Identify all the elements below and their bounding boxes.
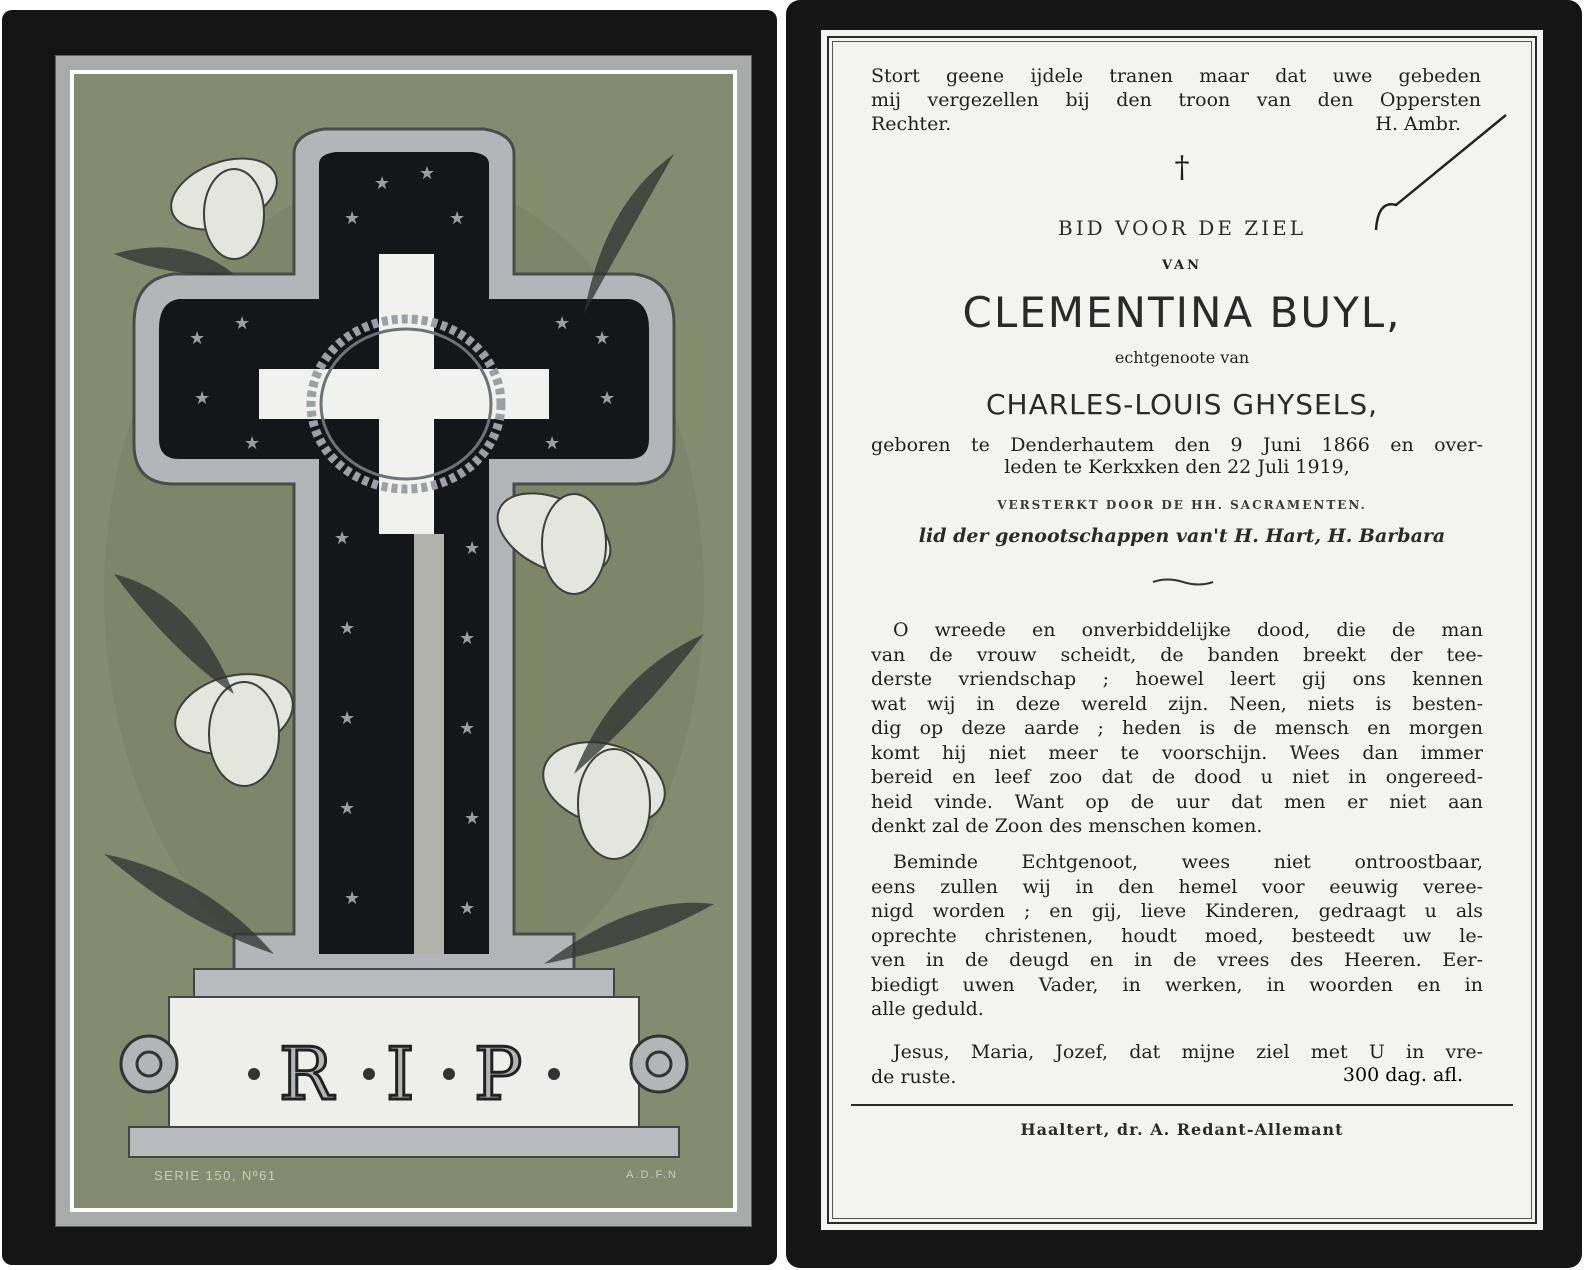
van-label: VAN — [1161, 258, 1203, 273]
svg-text:★: ★ — [344, 888, 361, 909]
svg-text:★: ★ — [464, 808, 481, 829]
text-panel — [821, 30, 1543, 1230]
paragraph-line: O wreede en onverbiddelijke dood, die de man — [893, 619, 1483, 641]
quote-line: Stort geene ijdele tranen maar dat uwe gebeden — [871, 65, 1481, 87]
svg-text:★: ★ — [339, 618, 356, 639]
prayer-heading: BID VOOR DE ZIEL — [1058, 216, 1306, 240]
svg-text:★: ★ — [459, 898, 476, 919]
svg-text:★: ★ — [374, 173, 391, 194]
svg-text:★: ★ — [599, 388, 616, 409]
birth-death-info — [871, 434, 1483, 478]
dagger-cross: † — [1174, 150, 1190, 185]
paragraph-line: heid vinde. Want op de uur dat men er niet aan — [871, 790, 1483, 813]
paragraph-line: van de vrouw scheidt, de banden breekt der tee- — [871, 643, 1483, 666]
quote-last-line — [871, 112, 1481, 136]
white-cross-horizontal — [259, 369, 549, 419]
paragraph-death — [871, 618, 1483, 839]
paragraph-line: nigd worden ; en gij, lieve Kinderen, gedraagt u als — [871, 900, 1483, 922]
rip-letter-r: R — [279, 1032, 334, 1116]
deceased-name: CLEMENTINA BUYL, — [962, 288, 1402, 337]
spouse-name: CHARLES-LOUIS GHYSELS, — [985, 388, 1379, 421]
rip-letter-p: P — [474, 1032, 523, 1116]
paragraph-line: alle geduld. — [871, 998, 984, 1020]
membership-line: lid der genootschappen van't H. Hart, H. Barbara — [918, 525, 1446, 547]
paragraph-line: bereid en leef zoo dat de dood u niet in ongereed- — [871, 766, 1483, 788]
memorial-card-back — [786, 0, 1582, 1268]
svg-text:★: ★ — [194, 388, 211, 409]
paragraph-line: biedigt uwen Vader, in werken, in woorden en in — [871, 973, 1483, 996]
svg-text:★: ★ — [244, 433, 261, 454]
paragraph-line: Beminde Echtgenoot, wees niet ontroostbaar, — [893, 851, 1483, 873]
svg-text:★: ★ — [189, 328, 206, 349]
svg-text:★: ★ — [339, 798, 356, 819]
pedestal-base — [129, 1127, 679, 1157]
bottom-rule — [851, 1104, 1513, 1106]
pedestal-top-step — [194, 969, 614, 997]
cross-illustration — [74, 74, 733, 1208]
svg-text:★: ★ — [459, 718, 476, 739]
picture-panel — [74, 74, 733, 1208]
rip-letter-i: I — [386, 1032, 415, 1116]
paragraph-line: komt hij niet meer te voorschijn. Wees dan immer — [871, 741, 1483, 764]
paragraph-line: eens zullen wij in den hemel voor eeuwig veree- — [871, 875, 1483, 898]
born-line: geboren te Denderhautem den 9 Juni 1866 en over- — [871, 434, 1483, 456]
prayer-last-line: de ruste. — [871, 1065, 957, 1088]
scroll-ornament-right — [631, 1036, 687, 1092]
divider-ornament — [1151, 577, 1215, 587]
printer-credit: Haaltert, dr. A. Redant-Allemant — [1020, 1120, 1344, 1139]
quote-line: mij vergezellen bij den troon van den Oppersten — [871, 89, 1481, 111]
paragraph-line: oprechte christenen, houdt moed, besteedt uw le- — [871, 924, 1483, 947]
indulgence-note: 300 dag. afl. — [1342, 1064, 1463, 1086]
picture-inner-border — [70, 70, 737, 1212]
svg-text:★: ★ — [459, 628, 476, 649]
svg-text:★: ★ — [554, 313, 571, 334]
light-shaft — [414, 534, 444, 954]
paragraph-line: dig op deze aarde ; heden is de mensch en morgen — [871, 717, 1483, 739]
svg-text:★: ★ — [344, 208, 361, 229]
memorial-card-front — [2, 10, 777, 1265]
picture-frame — [55, 55, 752, 1227]
quote-attribution: H. Ambr. — [1375, 113, 1461, 135]
svg-text:★: ★ — [544, 433, 561, 454]
paragraph-family — [871, 850, 1483, 1022]
scroll-ornament-left — [121, 1036, 177, 1092]
epigraph-quote — [871, 64, 1481, 136]
born-line: leden te Kerkxken den 22 Juli 1919, — [1004, 456, 1350, 478]
quote-last-word: Rechter. — [871, 113, 952, 135]
svg-text:★: ★ — [464, 538, 481, 559]
publisher-mark: A.D.F.N — [626, 1169, 678, 1181]
sacraments-line: VERSTERKT DOOR DE HH. SACRAMENTEN. — [997, 498, 1367, 512]
paragraph-line: wat wij in deze wereld zijn. Neen, niets is besten- — [871, 692, 1483, 715]
paragraph-line: ven in de deugd en in de vrees des Heeren. Eer- — [871, 949, 1483, 971]
spouse-relation: echtgenoote van — [1114, 348, 1250, 367]
paragraph-line: denkt zal de Zoon des menschen komen. — [871, 815, 1263, 837]
prayer-line: Jesus, Maria, Jozef, dat mijne ziel met U in vre- — [893, 1041, 1483, 1063]
svg-text:★: ★ — [449, 208, 466, 229]
svg-text:★: ★ — [594, 328, 611, 349]
svg-text:★: ★ — [419, 163, 436, 184]
svg-text:★: ★ — [334, 528, 351, 549]
series-label: SERIE 150, Nº61 — [154, 1168, 277, 1183]
svg-text:★: ★ — [339, 708, 356, 729]
paragraph-line: derste vriendschap ; hoewel leert gij ons kennen — [871, 668, 1483, 690]
svg-text:★: ★ — [234, 313, 251, 334]
